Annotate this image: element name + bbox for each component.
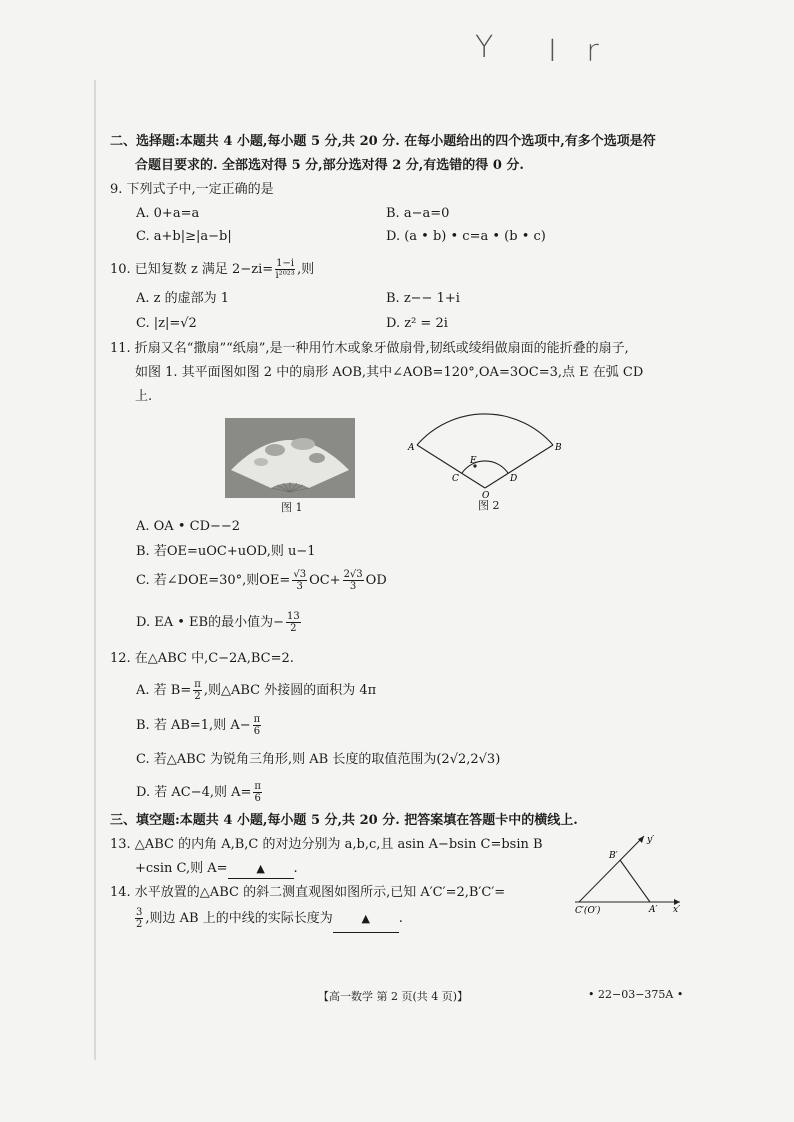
section3-header: 三、填空题:本题共 4 小题,每小题 5 分,共 20 分. 把答案填在答题卡中的横线上. [110, 813, 578, 828]
q9-option-d: D. (a • b) • c=a • (b • c) [386, 229, 546, 244]
q12-b-frac-num: π [253, 714, 261, 725]
q11-line1: 11. 折扇又名“撒扇”“纸扇”,是一种用竹木或象牙做扇骨,韧纸或绫绢做扇面的能折叠的扇子, [110, 341, 629, 356]
handwriting-mark-1: Y [475, 30, 494, 65]
q13-line1: 13. △ABC 的内角 A,B,C 的对边分别为 a,b,c,且 asin A−bsin C=bsin B [110, 837, 543, 852]
q12-d-pre: D. 若 AC−4,则 A= [136, 785, 252, 800]
q11-d-frac-num: 13 [286, 611, 300, 622]
q11-c-pre: C. 若∠DOE=30°,则OE= [136, 573, 291, 588]
q12-option-b [136, 713, 263, 739]
q9-option-b: B. a−a=0 [386, 206, 450, 221]
q11-d-pre: D. EA • EB的最小值为− [136, 615, 284, 630]
q10-fraction [275, 258, 295, 281]
fig14-label-b: B′ [609, 851, 618, 861]
q9-stem: 9. 下列式子中,一定正确的是 [110, 182, 274, 197]
q11-d-frac [286, 611, 301, 634]
fig2-label-e: E [470, 456, 477, 466]
q11-c-post: OD [365, 573, 387, 588]
q12-stem: 12. 在△ABC 中,C−2A,BC=2. [110, 651, 294, 666]
oblique-projection-figure [565, 828, 690, 918]
fig2-label-d: D [510, 474, 518, 484]
q9-option-a: A. 0+a=a [136, 206, 200, 221]
q13-line2-pre: +csin C,则 A= [135, 861, 228, 876]
q9-option-c: C. a+b|≥|a−b| [136, 229, 232, 244]
q12-option-c: C. 若△ABC 为锐角三角形,则 AB 长度的取值范围为(2√2,2√3) [136, 752, 501, 767]
fig2-label-a: A [408, 443, 415, 453]
q12-b-pre: B. 若 AB=1,则 A− [136, 718, 251, 733]
sector-diagram [400, 395, 580, 510]
q11-option-d [136, 610, 303, 636]
q10-option-a: A. z 的虚部为 1 [136, 291, 230, 306]
q12-option-d [136, 780, 264, 806]
q11-c-frac1-num: √3 [293, 569, 307, 580]
q14-line2-pre: ,则边 AB 上的中线的实际长度为 [145, 911, 333, 926]
fig14-label-a: A′ [649, 905, 658, 915]
q12-a-post: ,则△ABC 外接圆的面积为 4π [203, 683, 377, 698]
handwriting-mark-2: I r [548, 34, 609, 69]
q11-line3: 上. [135, 389, 153, 404]
q11-option-a: A. OA • CD−−2 [136, 519, 241, 534]
q10-stem-post: ,则 [297, 262, 315, 277]
q11-option-c [136, 568, 387, 594]
left-edge-shadow [94, 80, 96, 1060]
q14-line1: 14. 水平放置的△ABC 的斜二测直观图如图所示,已知 A′C′=2,B′C′= [110, 885, 506, 900]
q10-option-d: D. z² = 2i [386, 316, 448, 331]
q11-d-frac-den: 2 [290, 623, 297, 634]
section2-header-line1: 二、选择题:本题共 4 小题,每小题 5 分,共 20 分. 在每小题给出的四个选项中,有多个选项是符 [110, 134, 656, 149]
fig14-label-y: y′ [647, 835, 655, 845]
footer-page-info: 【高一数学 第 2 页(共 4 页)】 [318, 990, 469, 1003]
q10-option-b: B. z−− 1+i [386, 291, 460, 306]
q13-line2-post: . [293, 861, 298, 876]
q10-stem [110, 258, 314, 282]
q14-line2 [133, 906, 403, 933]
q12-b-frac [253, 714, 262, 737]
fig1-caption: 图 1 [281, 501, 303, 514]
fig2-caption: 图 2 [478, 499, 500, 512]
fig2-label-b: B [555, 443, 562, 453]
q10-frac-num: 1−i [276, 258, 295, 269]
q14-answer-blank: ▲ [333, 906, 399, 933]
q14-line2-post: . [398, 911, 403, 926]
q12-d-frac [253, 781, 262, 804]
q14-frac-num: 3 [136, 907, 143, 918]
q11-c-frac2-num: 2√3 [343, 569, 363, 580]
q11-c-mid: OC+ [309, 573, 341, 588]
q11-c-frac1 [292, 569, 307, 592]
q13-answer-blank: ▲ [228, 860, 294, 879]
fig2-label-c: C [452, 474, 459, 484]
fan-photo-figure [225, 418, 355, 498]
q12-a-pre: A. 若 B= [136, 683, 192, 698]
fig14-label-x: x′ [673, 905, 681, 915]
q11-c-frac1-den: 3 [296, 581, 303, 592]
q11-option-b: B. 若OE=uOC+uOD,则 u−1 [136, 544, 316, 559]
fig2-label-o: O [482, 491, 490, 501]
q14-frac-den: 2 [136, 919, 143, 930]
q10-stem-pre: 10. 已知复数 z 满足 2−zi= [110, 262, 274, 277]
footer-code: • 22−03−375A • [588, 988, 684, 1001]
section2-header-line2: 合题目要求的. 全部选对得 5 分,部分选对得 2 分,有选错的得 0 分. [135, 158, 524, 173]
q14-frac [135, 907, 143, 930]
q13-line2 [135, 860, 298, 879]
q11-line2: 如图 1. 其平面图如图 2 中的扇形 AOB,其中∠AOB=120°,OA=3OC=3,点 E 在弧 CD [135, 365, 644, 380]
q10-frac-den: i²⁰²³ [275, 270, 295, 281]
q11-c-frac2 [343, 569, 364, 592]
q12-option-a [136, 678, 376, 704]
q12-a-frac [193, 679, 202, 702]
q12-d-frac-num: π [254, 781, 261, 792]
q12-d-frac-den: 6 [254, 793, 261, 804]
q12-b-frac-den: 6 [253, 726, 261, 737]
q11-c-frac2-den: 3 [349, 581, 357, 592]
q12-a-frac-num: π [194, 679, 201, 690]
fig14-label-co: C′(O′) [575, 906, 601, 916]
q12-a-frac-den: 2 [194, 691, 201, 702]
q10-option-c: C. |z|=√2 [136, 316, 197, 331]
